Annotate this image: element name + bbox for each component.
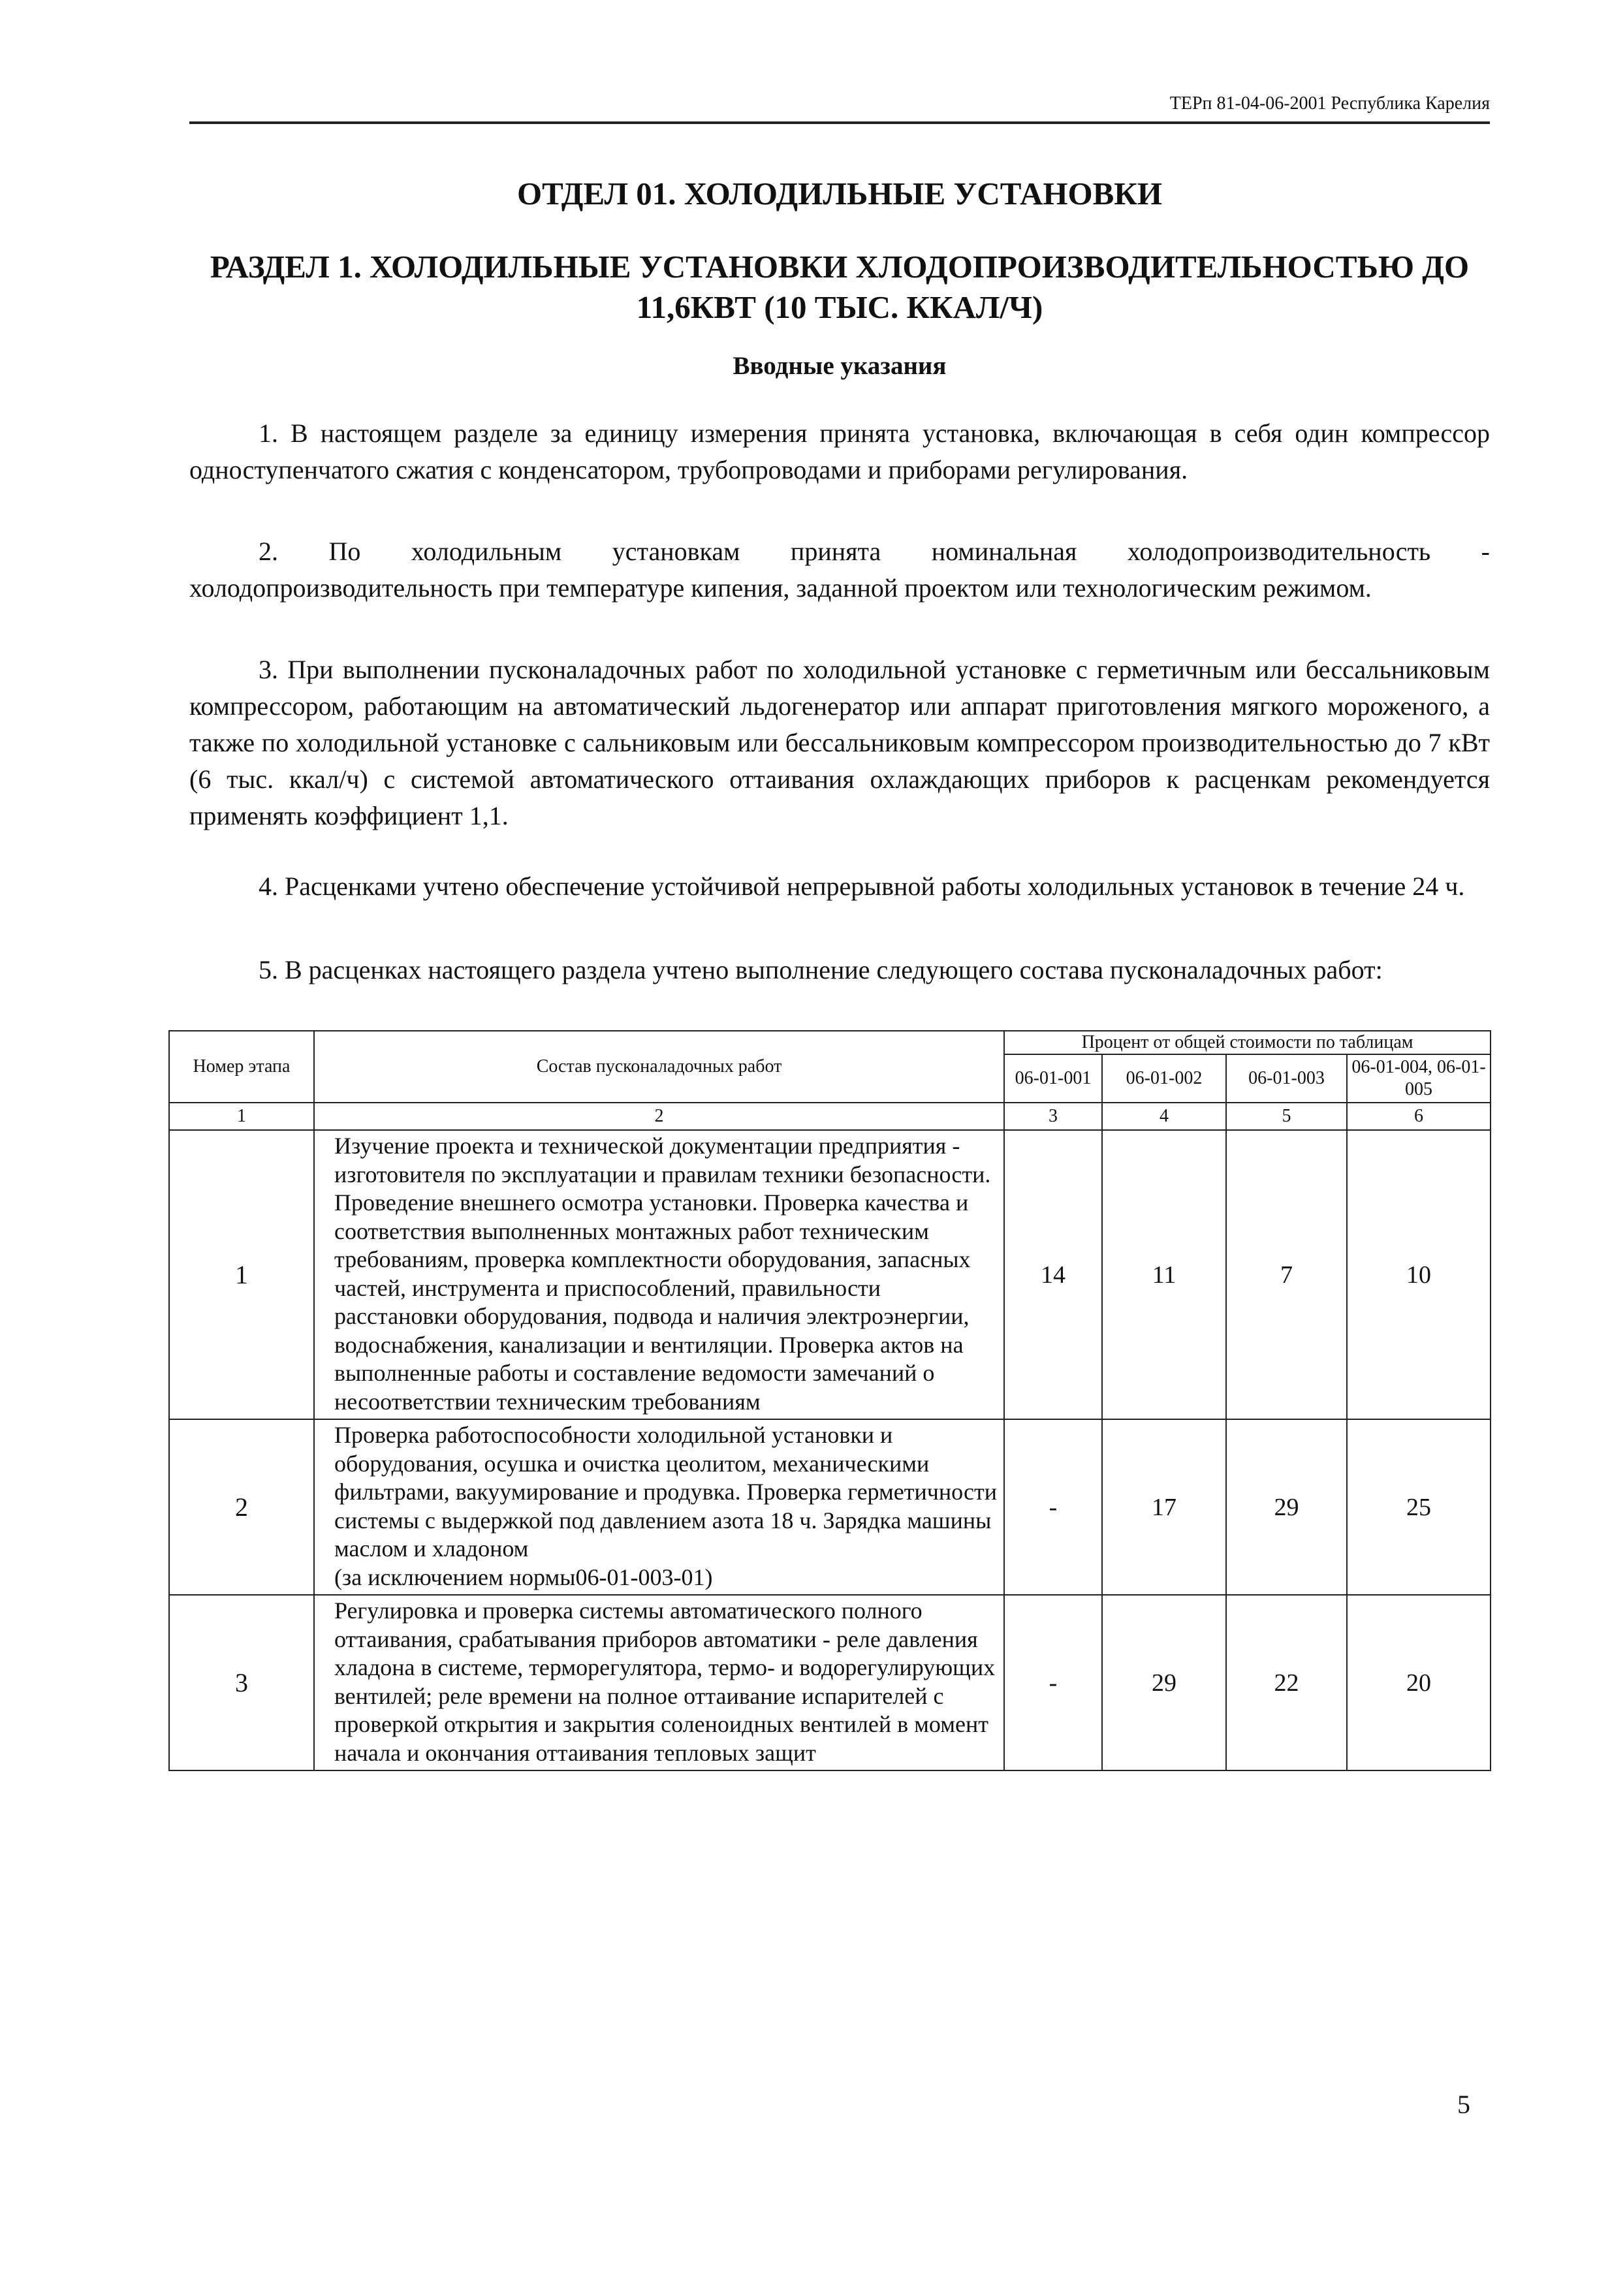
percent-06-01-004-005: 10	[1347, 1130, 1491, 1419]
percent-06-01-001: -	[1004, 1419, 1102, 1595]
stage-number: 1	[169, 1130, 314, 1419]
column-number: 3	[1004, 1103, 1102, 1130]
stage-number: 2	[169, 1419, 314, 1595]
section-title-line-1: РАЗДЕЛ 1. ХОЛОДИЛЬНЫЕ УСТАНОВКИ ХЛОДОПРОИЗВОДИТЕЛЬНОСТЬЮ ДО	[210, 249, 1470, 285]
running-header	[189, 86, 1490, 124]
header-table-06-01-004-005: 06-01-004, 06-01-005	[1347, 1054, 1491, 1103]
table-row	[169, 1130, 1491, 1419]
column-number-row	[169, 1103, 1491, 1130]
paragraph-3: 3. При выполнении пусконаладочных работ по холодильной установке с герметичным или бессальниковым компрессором, работающим на автоматический льдогенератор или аппарат приготовления мягкого мороженого, а также по холодильной установке с сальниковым или бессальниковым компрессором производительностью до 7 кВт (6 тыс. ккал/ч) с системой автоматического оттаивания охлаждающих приборов к расценкам рекомендуется применять коэффициент 1,1.	[189, 655, 1490, 830]
page-number: 5	[1457, 2090, 1470, 2119]
percent-06-01-001: -	[1004, 1595, 1102, 1770]
percent-06-01-002: 29	[1102, 1595, 1226, 1770]
column-number: 2	[314, 1103, 1004, 1130]
header-stage-number: Номер этапа	[169, 1031, 314, 1103]
column-number: 1	[169, 1103, 314, 1130]
work-description	[314, 1419, 1004, 1595]
percent-06-01-004-005: 25	[1347, 1419, 1491, 1595]
header-table-06-01-003: 06-01-003	[1226, 1054, 1347, 1103]
header-work-composition: Состав пусконаладочных работ	[314, 1031, 1004, 1103]
percent-06-01-003: 29	[1226, 1419, 1347, 1595]
header-table-06-01-002: 06-01-002	[1102, 1054, 1226, 1103]
work-description: Изучение проекта и технической документации предприятия - изготовителя по эксплуатации и правилам техники безопасности. Проведение внешнего осмотра установки. Проверка качества и соответствия выполненных монтажных работ техническим требованиям, проверка комплектности оборудования, запасных частей, инструмента и приспособлений, правильности расстановки оборудования, подвода и наличия электроэнергии, водоснабжения, канализации и вентиляции. Проверка актов на выполненные работы и составление ведомости замечаний о несоответствии техническим требованиям	[314, 1130, 1004, 1419]
percent-06-01-004-005: 20	[1347, 1595, 1491, 1770]
column-number: 4	[1102, 1103, 1226, 1130]
work-description-text: Проверка работоспособности холодильной установки и оборудования, осушка и очистка цеолитом, механическими фильтрами, вакуумирование и продувка. Проверка герметичности системы с выдержкой под давлением азота 18 ч. Зарядка машины маслом и хладоном	[334, 1422, 998, 1562]
table-row	[169, 1595, 1491, 1770]
table-header-row-1	[169, 1031, 1491, 1054]
section-title-line-2: 11,6КВТ (10 ТЫС. ККАЛ/Ч)	[636, 289, 1043, 325]
header-percent-of-cost: Процент от общей стоимости по таблицам	[1004, 1031, 1491, 1054]
paragraph-4: 4. Расценками учтено обеспечение устойчивой непрерывной работы холодильных установок в течение 24 ч.	[259, 872, 1465, 901]
work-description: Регулировка и проверка системы автоматического полного оттаивания, срабатывания приборов автоматики - реле давления хладона в системе, терморегулятора, термо- и водорегулирующих вентилей; реле времени на полное оттаивание испарителей с проверкой открытия и закрытия соленоидных вентилей в момент начала и окончания оттаивания тепловых защит	[314, 1595, 1004, 1770]
department-title: ОТДЕЛ 01. ХОЛОДИЛЬНЫЕ УСТАНОВКИ	[517, 176, 1162, 212]
document-reference: ТЕРп 81-04-06-2001 Республика Карелия	[1169, 93, 1490, 114]
header-table-06-01-001: 06-01-001	[1004, 1054, 1102, 1103]
percent-06-01-003: 22	[1226, 1595, 1347, 1770]
intro-heading: Вводные указания	[733, 352, 947, 380]
table-row	[169, 1419, 1491, 1595]
percent-06-01-003: 7	[1226, 1130, 1347, 1419]
section-title	[189, 247, 1490, 328]
column-number: 5	[1226, 1103, 1347, 1130]
percent-06-01-001: 14	[1004, 1130, 1102, 1419]
percent-06-01-002: 11	[1102, 1130, 1226, 1419]
paragraph-2: 2. По холодильным установкам принята номинальная холодопроизводительность - холодопроизводительность при температуре кипения, заданной проектом или технологическим режимом.	[189, 537, 1490, 603]
stage-number: 3	[169, 1595, 314, 1770]
paragraph-5: 5. В расценках настоящего раздела учтено выполнение следующего состава пусконаладочных работ:	[259, 955, 1383, 984]
column-number: 6	[1347, 1103, 1491, 1130]
paragraph-1: 1. В настоящем разделе за единицу измерения принята установка, включающая в себя один компрессор одноступенчатого сжатия с конденсатором, трубопроводами и приборами регулирования.	[189, 418, 1490, 484]
works-table	[168, 1030, 1491, 1771]
work-description-note: (за исключением нормы06-01-003-01)	[334, 1564, 713, 1590]
percent-06-01-002: 17	[1102, 1419, 1226, 1595]
